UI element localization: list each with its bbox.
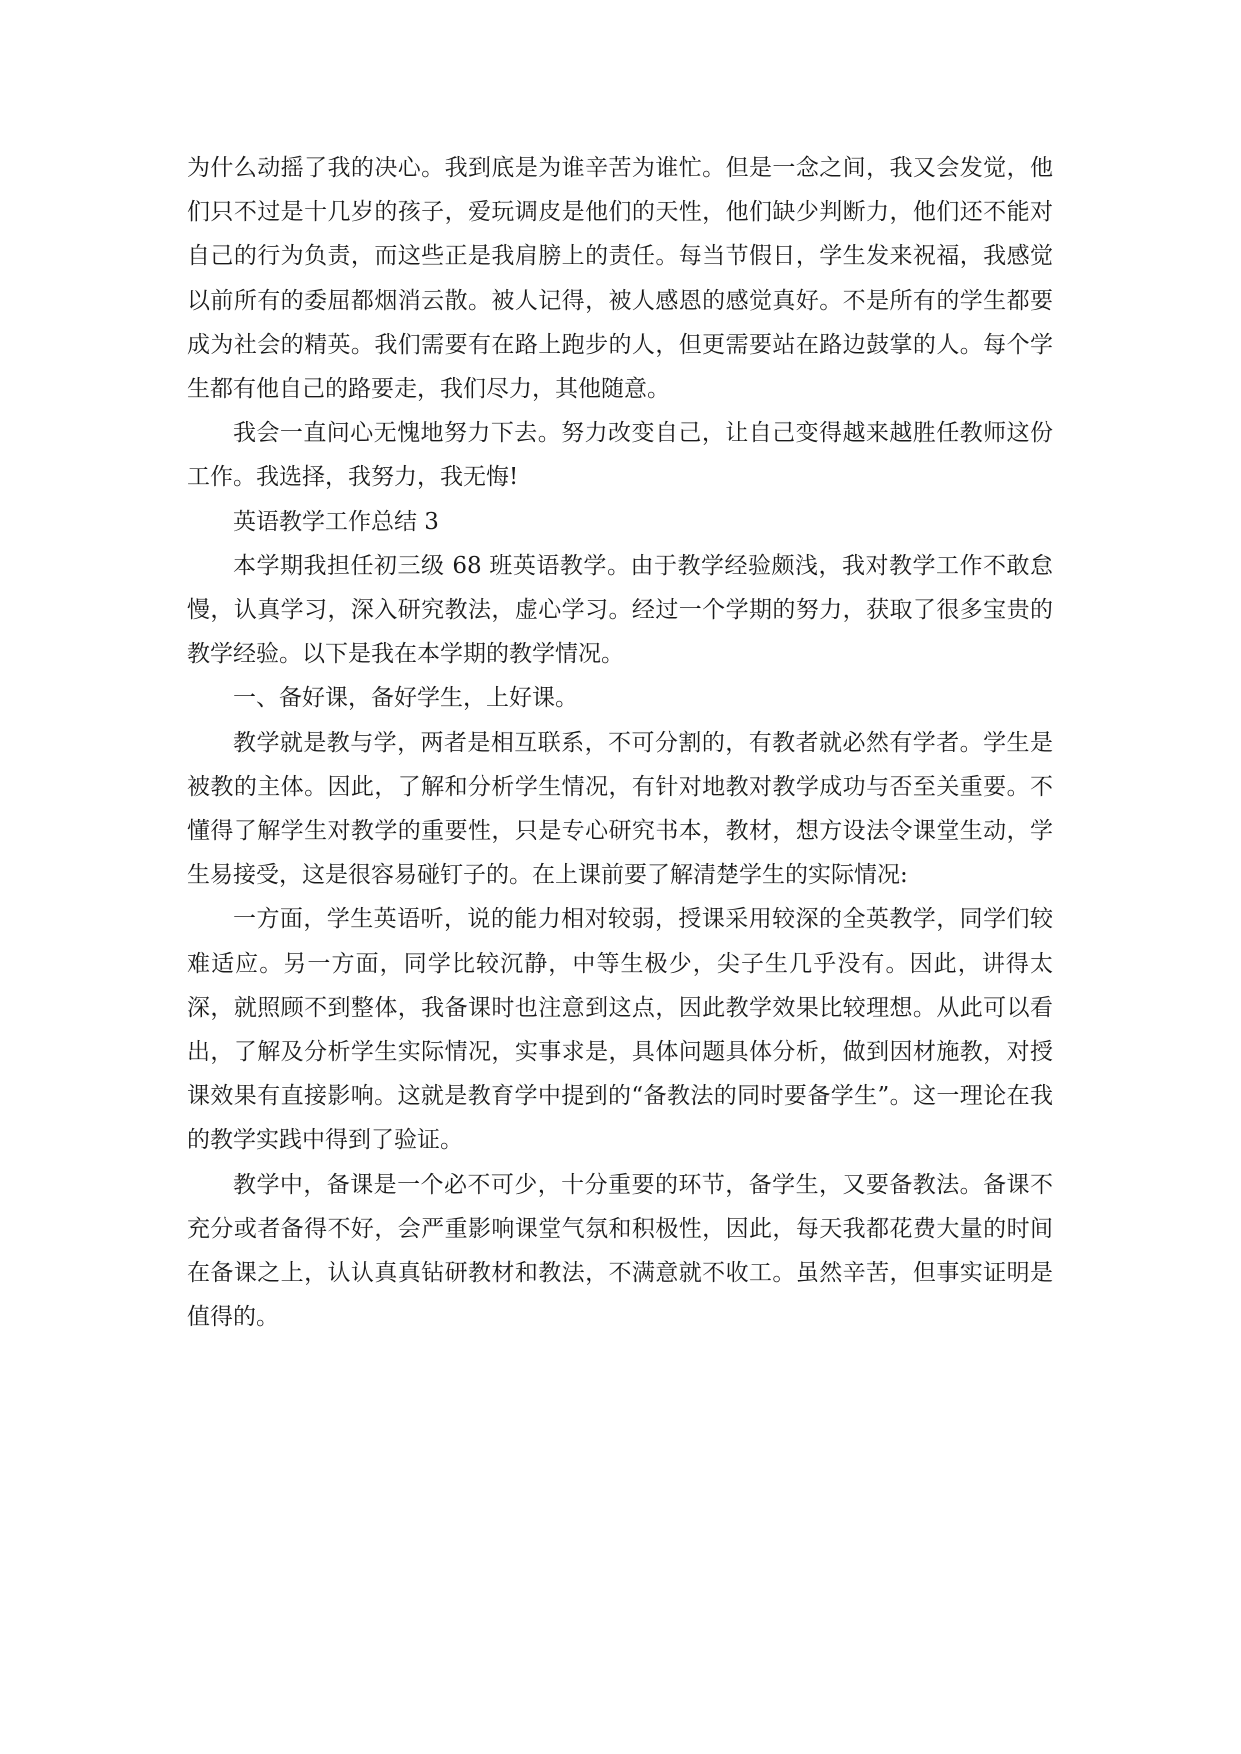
paragraph-teaching: 教学就是教与学，两者是相互联系，不可分割的，有教者就必然有学者。学生是被教的主体。因此，了解和分析学生情况，有针对地教对教学成功与否至关重要。不懂得了解学生对教学的重要性，只是专心研究书本，教材，想方设法令课堂生动，学生易接受，这是很容易碰钉子的。在上课前要了解清楚学生的实际情况: [187, 729, 1053, 889]
paragraph-preparation: 教学中，备课是一个必不可少，十分重要的环节，备学生，又要备教法。备课不充分或者备得不好，会严重影响课堂气氛和积极性，因此，每天我都花费大量的时间在备课之上，认认真真钻研教材和教法，不满意就不收工。虽然辛苦，但事实证明是值得的。 [187, 1171, 1053, 1331]
paragraph-continuation: 为什么动摇了我的决心。我到底是为谁辛苦为谁忙。但是一念之间，我又会发觉，他们只不过是十几岁的孩子，爱玩调皮是他们的天性，他们缺少判断力，他们还不能对自己的行为负责，而这些正是我肩膀上的责任。每当节假日，学生发来祝福，我感觉以前所有的委屈都烟消云散。被人记得，被人感恩的感觉真好。不是所有的学生都要成为社会的精英。我们需要有在路上跑步的人，但更需要站在路边鼓掌的人。每个学生都有他自己的路要走，我们尽力，其他随意。 [187, 155, 1053, 403]
paragraph-intro: 本学期我担任初三级 68 班英语教学。由于教学经验颇浅，我对教学工作不敢怠慢，认真学习，深入研究教法，虚心学习。经过一个学期的努力，获取了很多宝贵的教学经验。以下是我在本学期的教学情况。 [187, 552, 1053, 668]
paragraph-students: 一方面，学生英语听，说的能力相对较弱，授课采用较深的全英教学，同学们较难适应。另一方面，同学比较沉静，中等生极少，尖子生几乎没有。因此，讲得太深，就照顾不到整体，我备课时也注意到这点，因此教学效果比较理想。从此可以看出，了解及分析学生实际情况，实事求是，具体问题具体分析，做到因材施教，对授课效果有直接影响。这就是教育学中提到的“备教法的同时要备学生”。这一理论在我的教学实践中得到了验证。 [187, 906, 1053, 1154]
paragraph-resolve: 我会一直问心无愧地努力下去。努力改变自己，让自己变得越来越胜任教师这份工作。我选择，我努力，我无悔! [187, 420, 1053, 491]
document-page [187, 146, 1053, 1339]
section-title: 英语教学工作总结 3 [233, 508, 439, 535]
subsection-heading: 一、备好课，备好学生，上好课。 [233, 685, 578, 712]
